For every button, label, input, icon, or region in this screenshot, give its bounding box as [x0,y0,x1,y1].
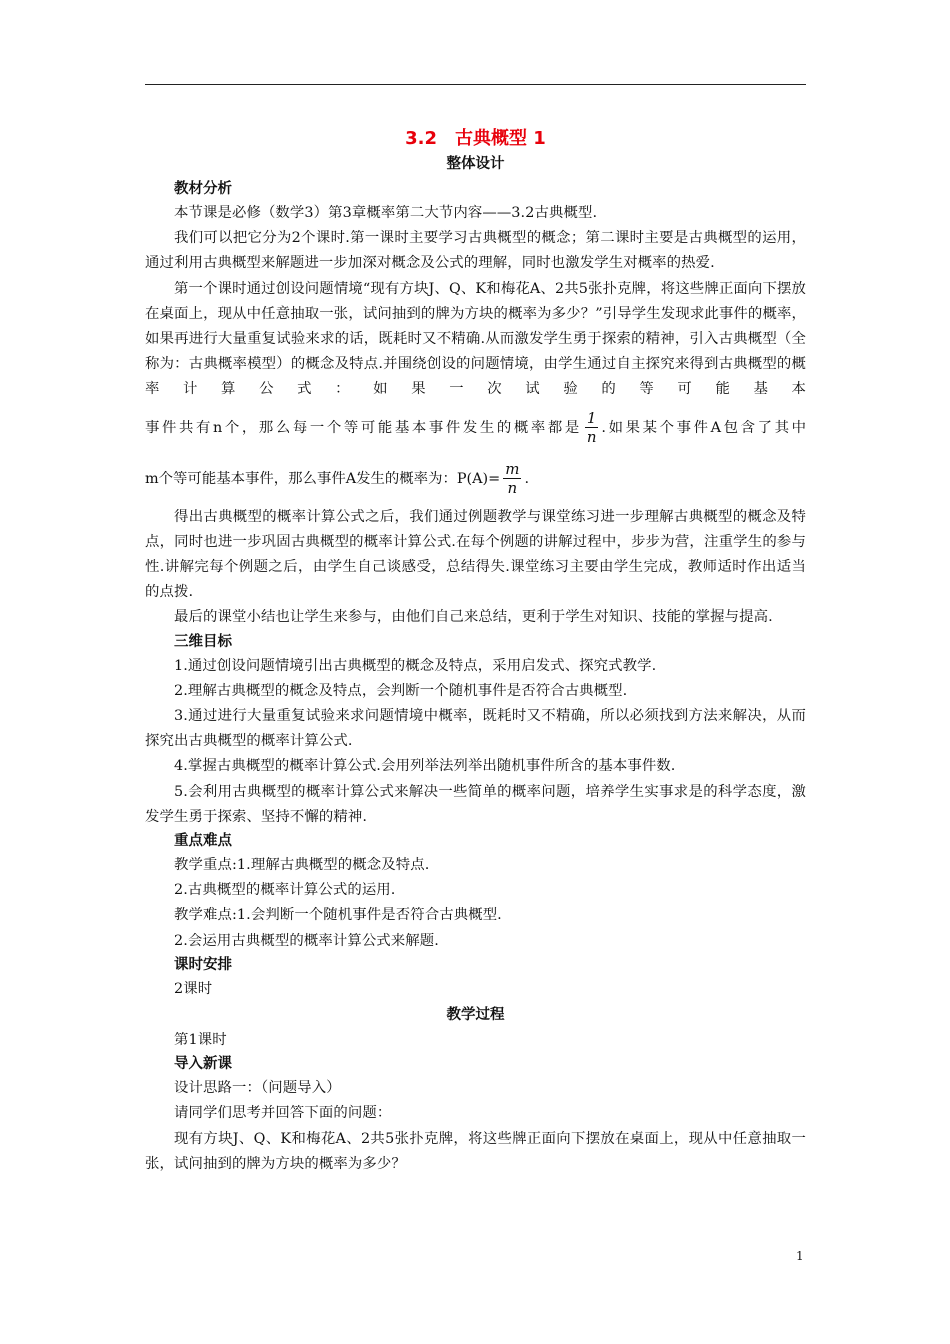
goal-item: 1.通过创设问题情境引出古典概型的概念及特点，采用启发式、探究式教学. [174,657,657,674]
key-point-item: 2.会运用古典概型的概率计算公式来解题. [174,932,439,949]
analysis-paragraph-2: 我们可以把它分为2个课时.第一课时主要学习古典概型的概念；第二课时主要是古典概型的运用，通过利用古典概型来解题进一步加深对概念及公式的理解，同时也激发学生对概率的热爱. [145,230,806,272]
formula-line-1-tail: .如果某个事件A包含了其中 [601,419,806,436]
fraction-denominator: n [507,479,518,498]
ask-text: 请同学们思考并回答下面的问题： [174,1105,392,1122]
page-title: 3.2 古典概型 1 [405,128,546,149]
fraction-numerator: 1 [586,409,597,428]
fraction-numerator: m [505,460,520,479]
document-body [145,126,806,1177]
goal-item: 2.理解古典概型的概念及特点，会判断一个随机事件是否符合古典概型. [174,682,628,699]
heading-key-points: 重点难点 [174,833,232,850]
key-point-item: 2.古典概型的概率计算公式的运用. [174,882,396,899]
design-idea: 设计思路一：（问题导入） [174,1080,341,1097]
heading-schedule: 课时安排 [174,956,232,973]
subtitle: 整体设计 [446,156,505,172]
analysis-paragraph-4: 得出古典概型的概率计算公式之后，我们通过例题教学与课堂练习进一步理解古典概型的概念及特点，同时也进一步巩固古典概型的概率计算公式.在每个例题的讲解过程中，步步为营，注重学生的参与性.讲解完每个例题之后，由学生自己谈感受，总结得失.课堂练习主要由学生完成，教师适时作出适当的点拨. [145,508,806,601]
formula-line-2-tail: . [524,470,530,487]
schedule-text: 2课时 [174,980,213,997]
formula-line-2 [145,453,806,505]
analysis-paragraph-5: 最后的课堂小结也让学生来参与，由他们自己来总结，更利于学生对知识、技能的掌握与提高. [174,609,773,626]
lesson-label: 第1课时 [174,1032,227,1049]
key-point-item: 教学难点:1.会判断一个随机事件是否符合古典概型. [174,907,502,924]
goal-item: 3.通过进行大量重复试验来求问题情境中概率，既耗时又不精确，所以必须找到方法来解决，从而探究出古典概型的概率计算公式. [145,708,806,750]
goal-item: 5.会利用古典概型的概率计算公式来解决一些简单的概率问题，培养学生实事求是的科学态度，激发学生勇于探索、坚持不懈的精神. [145,783,806,825]
analysis-paragraph-1: 本节课是必修（数学3）第3章概率第二大节内容——3.2古典概型. [174,205,598,221]
heading-intro: 导入新课 [174,1056,232,1073]
formula-line-2-text: m个等可能基本事件，那么事件A发生的概率为：P(A)= [145,470,501,487]
fraction-m-over-n [503,460,521,497]
goal-item: 4.掌握古典概型的概率计算公式.会用列举法列举出随机事件所含的基本事件数. [174,758,676,775]
heading-analysis: 教材分析 [174,181,232,197]
header-rule [145,84,806,85]
formula-line-1-text: 事件共有n个，那么每一个等可能基本事件发生的概率都是 [145,419,582,436]
fraction-1-over-n [585,409,599,446]
page-number: 1 [796,1249,804,1263]
formula-line-1 [145,403,806,453]
heading-goals: 三维目标 [174,633,232,650]
fraction-denominator: n [586,428,597,447]
analysis-paragraph-3: 第一个课时通过创设问题情境“现有方块J、Q、K和梅花A、2共5张扑克牌，将这些牌正面向下摆放在桌面上，现从中任意抽取一张，试问抽到的牌为方块的概率为多少？”引导学生发现求此事件的概率，如果再进行大量重复试验来求的话，既耗时又不精确.从而激发学生勇于探索的精神，引入古典概型（全称为：古典概率模型）的概念及特点.并围绕创设的问题情境，由学生通过自主探究来得到古典概型的概率计算公式：如果一次试验的等可能基本 [145,280,806,398]
key-point-item: 教学重点:1.理解古典概型的概念及特点. [174,857,430,874]
question-text: 现有方块J、Q、K和梅花A、2共5张扑克牌，将这些牌正面向下摆放在桌面上，现从中任意抽取一张，试问抽到的牌为方块的概率为多少？ [145,1130,806,1172]
heading-process: 教学过程 [446,1007,505,1024]
